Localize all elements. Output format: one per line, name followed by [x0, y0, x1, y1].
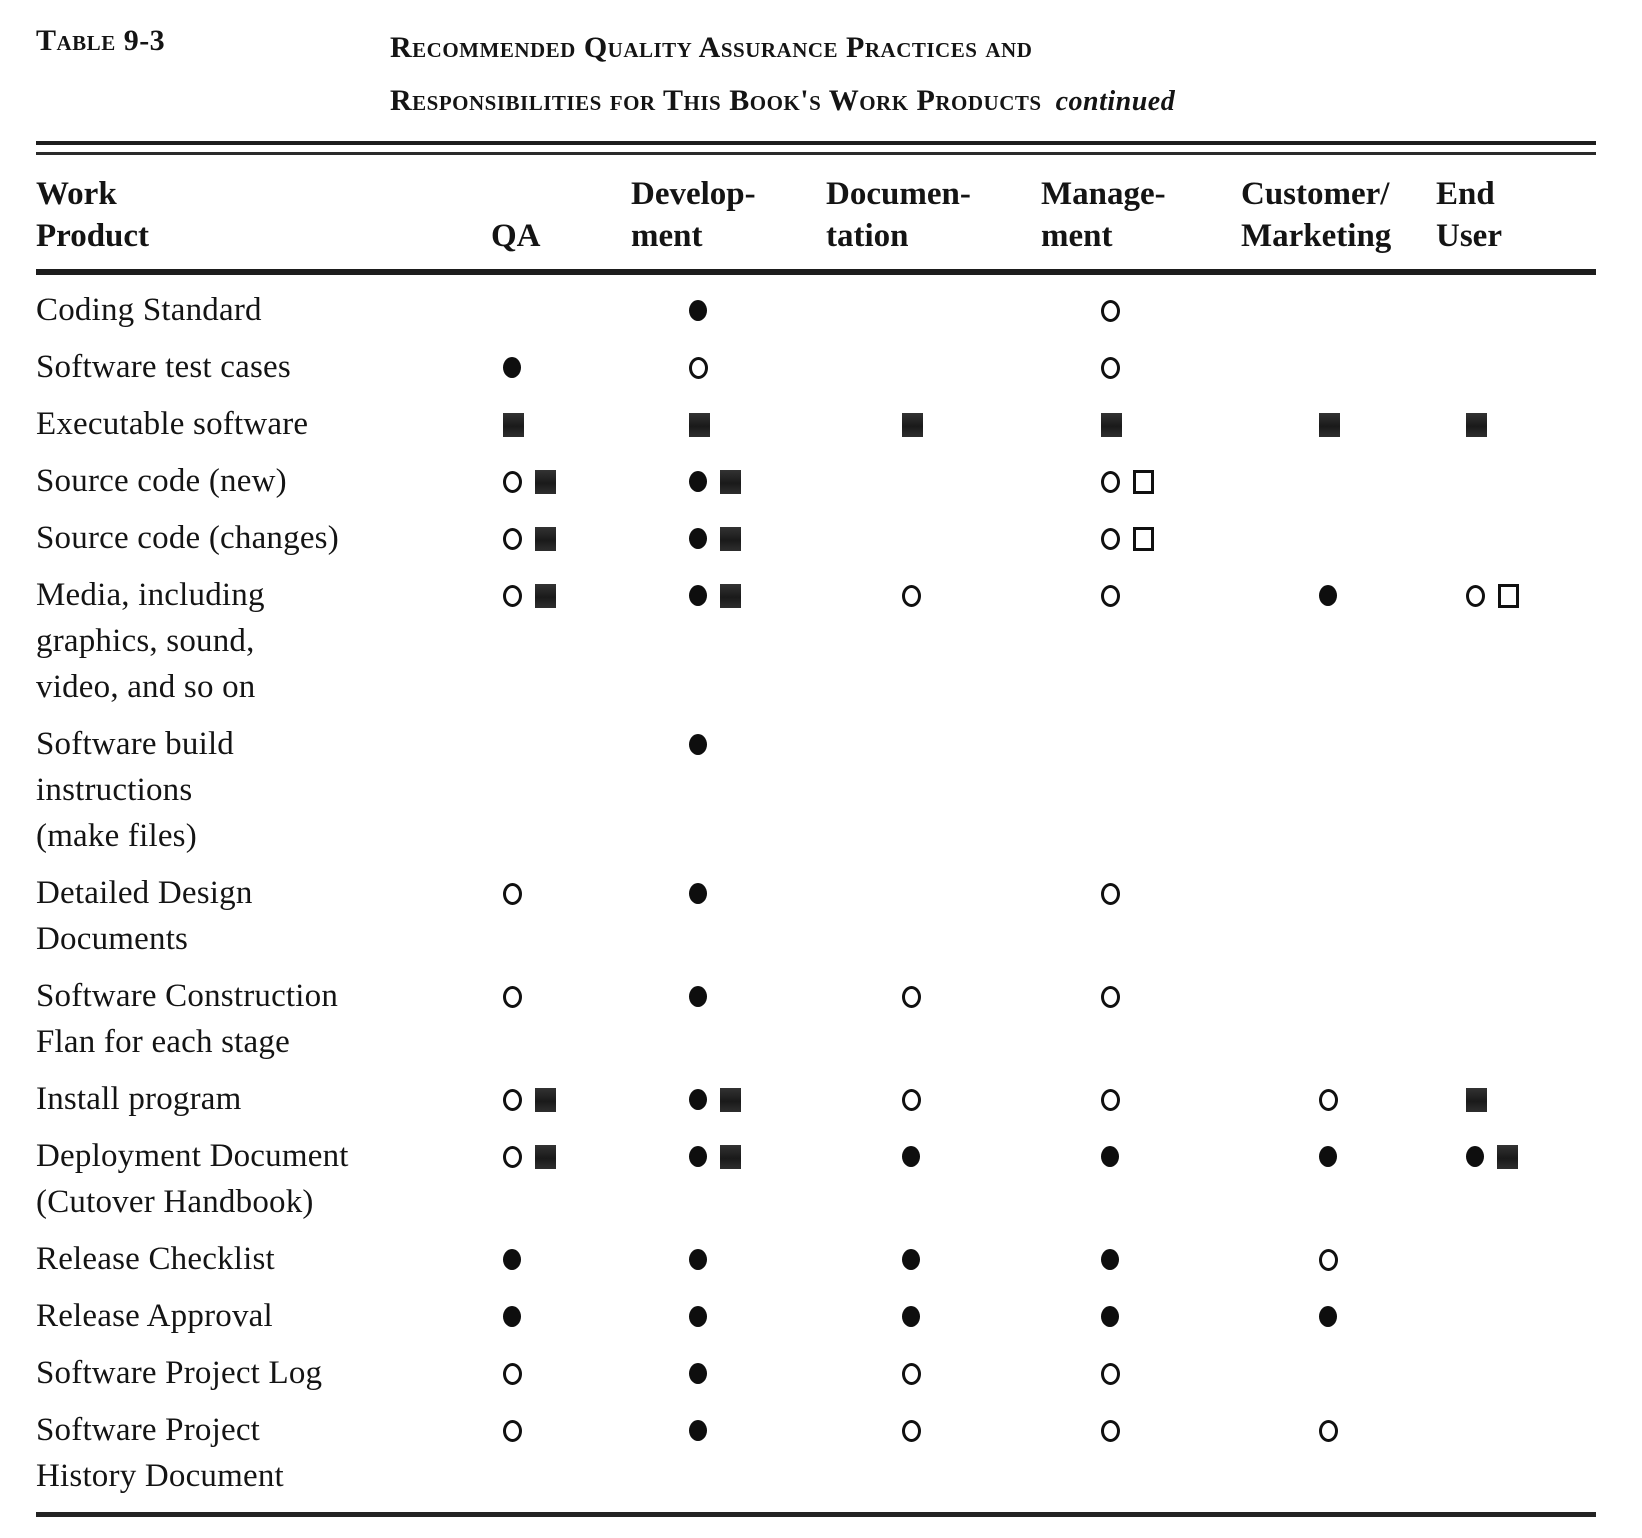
open-square-icon [1133, 470, 1154, 494]
work-product-label-line: Documents [36, 921, 189, 958]
header-row [36, 157, 1596, 272]
work-product-label-line: Software Project [36, 1412, 261, 1449]
responsibility-cell [631, 1350, 826, 1407]
filled-circle-icon [1101, 1306, 1119, 1327]
responsibility-cell [631, 1407, 826, 1510]
column-header-develop-ment [631, 157, 826, 272]
responsibility-cell [1436, 458, 1596, 515]
open-circle-icon [1101, 471, 1120, 493]
work-product-label-line: Release Checklist [36, 1241, 275, 1278]
work-product-label-line: Source code (new) [36, 463, 287, 500]
work-product-label-line: Software test cases [36, 349, 291, 386]
filled-circle-icon [689, 986, 707, 1007]
responsibility-cell [826, 1133, 1041, 1236]
responsibility-cell [826, 721, 1041, 870]
work-product-label-line: graphics, sound, [36, 623, 255, 660]
work-product-label [36, 515, 491, 572]
responsibility-cell [1436, 344, 1596, 401]
filled-circle-icon [689, 300, 707, 321]
responsibility-cell [826, 272, 1041, 344]
work-product-label [36, 1293, 491, 1350]
column-header-customer-marketing [1241, 157, 1436, 272]
bottom-rule [36, 1512, 1596, 1517]
open-circle-icon [1319, 1089, 1338, 1111]
responsibility-cell [1041, 1407, 1241, 1510]
responsibility-cell [631, 344, 826, 401]
filled-square-icon [1497, 1145, 1518, 1169]
filled-square-icon [535, 1145, 556, 1169]
open-circle-icon [1101, 986, 1120, 1008]
open-circle-icon [1319, 1420, 1338, 1442]
filled-circle-icon [689, 1363, 707, 1384]
responsibility-cell [631, 1293, 826, 1350]
work-product-label [36, 973, 491, 1076]
responsibility-cell [1241, 1236, 1436, 1293]
responsibility-cell [491, 344, 631, 401]
filled-square-icon [535, 527, 556, 551]
responsibility-cell [826, 515, 1041, 572]
work-product-label [36, 870, 491, 973]
responsibility-cell [1041, 1236, 1241, 1293]
filled-circle-icon [1101, 1249, 1119, 1270]
responsibility-cell [1436, 1407, 1596, 1510]
filled-circle-icon [1101, 1146, 1119, 1167]
responsibility-cell [631, 973, 826, 1076]
responsibility-cell [1241, 721, 1436, 870]
responsibility-cell [491, 870, 631, 973]
filled-circle-icon [1319, 1306, 1337, 1327]
column-header-documen-tation [826, 157, 1041, 272]
responsibility-cell [491, 458, 631, 515]
column-header-end-user [1436, 157, 1596, 272]
work-product-label-line: (make files) [36, 818, 197, 855]
work-product-label-line: Release Approval [36, 1298, 273, 1335]
column-header-line: User [1436, 218, 1502, 255]
responsibility-cell [491, 1350, 631, 1407]
work-product-label-line: (Cutover Handbook) [36, 1184, 314, 1221]
responsibility-cell [1436, 721, 1596, 870]
responsibility-cell [1436, 973, 1596, 1076]
filled-circle-icon [902, 1306, 920, 1327]
responsibility-cell [491, 515, 631, 572]
filled-circle-icon [503, 1306, 521, 1327]
column-header-qa [491, 157, 631, 272]
filled-circle-icon [689, 1306, 707, 1327]
open-circle-icon [1101, 1089, 1120, 1111]
open-circle-icon [1466, 585, 1485, 607]
table-row-software-construction [36, 973, 1596, 1076]
responsibility-cell [826, 870, 1041, 973]
open-circle-icon [902, 1363, 921, 1385]
work-product-label [36, 1350, 491, 1407]
responsibility-cell [1241, 458, 1436, 515]
table-title-line2: Responsibilities for This Book's Work Products [390, 83, 1042, 117]
responsibility-cell [491, 1236, 631, 1293]
responsibility-cell [1041, 1133, 1241, 1236]
work-product-label-line: Deployment Document [36, 1138, 349, 1175]
column-header-manage-ment [1041, 157, 1241, 272]
responsibility-cell [1041, 1076, 1241, 1133]
column-header-line: Work [36, 176, 117, 212]
responsibility-cell [1436, 515, 1596, 572]
work-product-label-line: Software Construction [36, 978, 339, 1015]
open-circle-icon [1101, 1420, 1120, 1442]
responsibility-cell [491, 401, 631, 458]
responsibility-cell [631, 401, 826, 458]
work-product-label [36, 401, 491, 458]
responsibility-cell [1436, 870, 1596, 973]
open-circle-icon [1101, 585, 1120, 607]
filled-circle-icon [1319, 1146, 1337, 1167]
open-circle-icon [503, 585, 522, 607]
open-circle-icon [1101, 883, 1120, 905]
responsibility-cell [1241, 1076, 1436, 1133]
filled-circle-icon [689, 585, 707, 606]
responsibility-cell [491, 272, 631, 344]
responsibility-cell [631, 1076, 826, 1133]
open-circle-icon [902, 585, 921, 607]
work-product-label [36, 1133, 491, 1236]
responsibility-cell [826, 1350, 1041, 1407]
responsibility-cell [1436, 1133, 1596, 1236]
open-circle-icon [503, 883, 522, 905]
open-square-icon [1133, 527, 1154, 551]
work-product-label [36, 572, 491, 721]
responsibility-cell [1241, 344, 1436, 401]
responsibility-cell [491, 572, 631, 721]
filled-circle-icon [1319, 585, 1337, 606]
open-circle-icon [902, 986, 921, 1008]
table-row-deployment-document [36, 1133, 1596, 1236]
table-title [390, 22, 1175, 127]
responsibility-cell [631, 1236, 826, 1293]
table-row-software-test-cases [36, 344, 1596, 401]
continued-label: continued [1055, 85, 1176, 117]
responsibility-cell [826, 1076, 1041, 1133]
table-title-line1: Recommended Quality Assurance Practices and [390, 31, 1033, 64]
filled-square-icon [720, 470, 741, 494]
responsibility-cell [1241, 973, 1436, 1076]
open-circle-icon [1101, 1363, 1120, 1385]
filled-square-icon [720, 527, 741, 551]
responsibility-cell [491, 721, 631, 870]
responsibility-cell [631, 272, 826, 344]
column-header-line: ment [1041, 218, 1113, 255]
filled-square-icon [503, 413, 524, 437]
open-circle-icon [902, 1420, 921, 1442]
responsibility-cell [491, 1133, 631, 1236]
filled-square-icon [720, 1145, 741, 1169]
filled-square-icon [1319, 413, 1340, 437]
table-row-media-including [36, 572, 1596, 721]
table-row-software-project-log [36, 1350, 1596, 1407]
filled-square-icon [720, 1088, 741, 1112]
responsibility-cell [1041, 344, 1241, 401]
table-row-release-approval [36, 1293, 1596, 1350]
open-square-icon [1498, 584, 1519, 608]
responsibility-cell [1241, 1407, 1436, 1510]
responsibility-cell [631, 515, 826, 572]
open-circle-icon [503, 1089, 522, 1111]
work-product-label [36, 344, 491, 401]
open-circle-icon [503, 986, 522, 1008]
filled-square-icon [535, 1088, 556, 1112]
responsibility-cell [1241, 401, 1436, 458]
responsibility-cell [1436, 272, 1596, 344]
open-circle-icon [503, 1420, 522, 1442]
responsibility-cell [1241, 1350, 1436, 1407]
table-row-detailed-design [36, 870, 1596, 973]
filled-circle-icon [689, 1146, 707, 1167]
responsibility-cell [1241, 272, 1436, 344]
open-circle-icon [1101, 357, 1120, 379]
open-circle-icon [503, 1146, 522, 1168]
table-row-source-code-new [36, 458, 1596, 515]
responsibility-cell [1241, 1293, 1436, 1350]
responsibility-cell [631, 572, 826, 721]
filled-circle-icon [689, 1089, 707, 1110]
column-header-line: Manage- [1041, 176, 1166, 212]
responsibility-cell [1436, 1350, 1596, 1407]
responsibility-cell [1436, 572, 1596, 721]
open-circle-icon [503, 471, 522, 493]
responsibility-cell [1436, 401, 1596, 458]
work-product-label-line: Flan for each stage [36, 1024, 290, 1061]
responsibility-cell [491, 1407, 631, 1510]
table-row-executable-software [36, 401, 1596, 458]
work-product-label [36, 1236, 491, 1293]
filled-circle-icon [689, 883, 707, 904]
responsibility-cell [1241, 515, 1436, 572]
column-header-line: ment [631, 218, 703, 255]
filled-circle-icon [1466, 1146, 1484, 1167]
responsibility-cell [1041, 272, 1241, 344]
table-number-label: Table 9-3 [36, 24, 166, 57]
filled-circle-icon [689, 1249, 707, 1270]
responsibility-cell [1041, 973, 1241, 1076]
work-product-label-line: History Document [36, 1458, 284, 1495]
responsibility-cell [631, 870, 826, 973]
responsibility-cell [1241, 572, 1436, 721]
responsibility-cell [826, 458, 1041, 515]
work-product-label-line: instructions [36, 772, 193, 809]
responsibility-cell [1041, 515, 1241, 572]
open-circle-icon [503, 1363, 522, 1385]
open-circle-icon [902, 1089, 921, 1111]
table-row-software-build [36, 721, 1596, 870]
column-header-line: Customer/ [1241, 176, 1390, 212]
open-circle-icon [1101, 528, 1120, 550]
filled-square-icon [535, 470, 556, 494]
responsibility-cell [1041, 458, 1241, 515]
filled-circle-icon [902, 1146, 920, 1167]
filled-circle-icon [689, 471, 707, 492]
filled-circle-icon [689, 528, 707, 549]
filled-circle-icon [902, 1249, 920, 1270]
table-row-release-checklist [36, 1236, 1596, 1293]
table-title-line2-wrap [390, 75, 1175, 128]
filled-circle-icon [503, 1249, 521, 1270]
responsibility-cell [1436, 1076, 1596, 1133]
responsibility-cell [1241, 1133, 1436, 1236]
work-product-label [36, 721, 491, 870]
work-product-label-line: Coding Standard [36, 292, 262, 329]
responsibility-cell [826, 1293, 1041, 1350]
work-product-label-line: video, and so on [36, 669, 256, 706]
responsibility-cell [826, 572, 1041, 721]
column-header-work-product [36, 157, 491, 272]
responsibility-cell [1041, 1293, 1241, 1350]
filled-square-icon [1466, 1088, 1487, 1112]
responsibility-cell [1041, 572, 1241, 721]
responsibility-cell [1436, 1236, 1596, 1293]
responsibility-cell [1041, 721, 1241, 870]
work-product-label [36, 272, 491, 344]
column-header-line: Documen- [826, 176, 971, 212]
responsibility-cell [631, 1133, 826, 1236]
column-header-line: End [1436, 176, 1495, 212]
column-header-line: tation [826, 218, 909, 255]
filled-square-icon [1101, 413, 1122, 437]
work-product-label-line: Software build [36, 726, 235, 763]
responsibility-cell [826, 1407, 1041, 1510]
work-product-label-line: Media, including [36, 577, 265, 614]
table-row-source-code-changes [36, 515, 1596, 572]
table-header [36, 157, 1596, 272]
column-header-line: Product [36, 218, 150, 255]
top-double-rule [36, 141, 1596, 155]
column-header-line: QA [491, 218, 541, 255]
table-row-software-project [36, 1407, 1596, 1510]
responsibility-cell [826, 1236, 1041, 1293]
responsibility-cell [826, 344, 1041, 401]
table-caption [36, 22, 1596, 127]
responsibility-cell [1041, 1350, 1241, 1407]
responsibility-cell [1041, 401, 1241, 458]
work-product-label-line: Executable software [36, 406, 309, 443]
filled-circle-icon [503, 357, 521, 378]
work-product-label-line: Install program [36, 1081, 242, 1118]
filled-circle-icon [689, 1420, 707, 1441]
column-header-line: Marketing [1241, 218, 1392, 255]
table-row-install-program [36, 1076, 1596, 1133]
responsibility-cell [1241, 870, 1436, 973]
open-circle-icon [503, 528, 522, 550]
work-product-label [36, 1407, 491, 1510]
responsibility-cell [491, 973, 631, 1076]
responsibility-cell [1436, 1293, 1596, 1350]
work-product-label-line: Detailed Design [36, 875, 253, 912]
filled-square-icon [535, 584, 556, 608]
work-product-label-line: Software Project Log [36, 1355, 323, 1392]
work-product-label-line: Source code (changes) [36, 520, 339, 557]
filled-square-icon [1466, 413, 1487, 437]
open-circle-icon [1101, 300, 1120, 322]
responsibility-cell [826, 973, 1041, 1076]
work-product-label [36, 1076, 491, 1133]
open-circle-icon [1319, 1249, 1338, 1271]
responsibility-cell [826, 401, 1041, 458]
work-product-label [36, 458, 491, 515]
responsibility-cell [631, 721, 826, 870]
open-circle-icon [689, 357, 708, 379]
filled-square-icon [902, 413, 923, 437]
responsibility-cell [1041, 870, 1241, 973]
responsibility-cell [491, 1076, 631, 1133]
filled-square-icon [689, 413, 710, 437]
filled-square-icon [720, 584, 741, 608]
table-body [36, 272, 1596, 1510]
table-row-coding-standard [36, 272, 1596, 344]
qa-responsibility-table [36, 157, 1596, 1510]
responsibility-cell [491, 1293, 631, 1350]
responsibility-cell [631, 458, 826, 515]
filled-circle-icon [689, 734, 707, 755]
column-header-line: Develop- [631, 176, 756, 212]
